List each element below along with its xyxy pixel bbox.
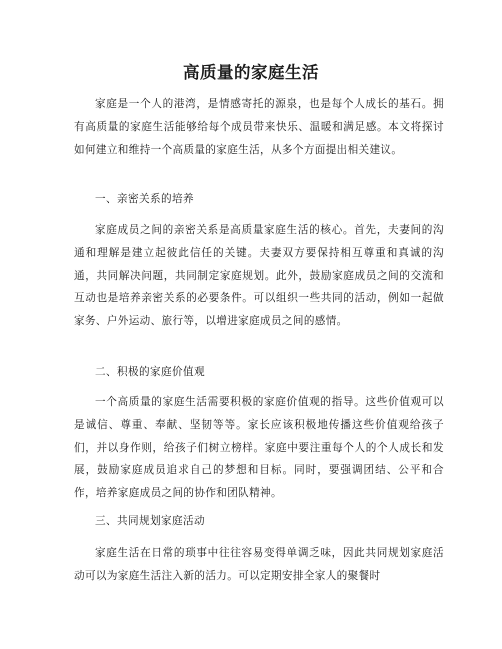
section-2-body-block [74,391,444,505]
section-heading-3: 三、共同规划家庭活动 [95,515,205,527]
section-3-body-block [74,542,444,588]
document-title: 高质量的家庭生活 [183,63,319,82]
intro-paragraph-block [74,93,444,161]
section-3-paragraph: 家庭生活在日常的琐事中往往容易变得单调乏味，因此共同规划家庭活动可以为家庭生活注入新的活力。可以定期安排全家人的聚餐时 [74,547,444,582]
section-heading-2: 二、积极的家庭价值观 [95,366,205,378]
intro-paragraph: 家庭是一个人的港湾，是情感寄托的源泉，也是每个人成长的基石。拥有高质量的家庭生活能够给每个成员带来快乐、温暖和满足感。本文将探讨如何建立和维持一个高质量的家庭生活，从多个方面提出相关建议。 [74,98,444,156]
section-2-paragraph: 一个高质量的家庭生活需要积极的家庭价值观的指导。这些价值观可以是诚信、尊重、奉献、坚韧等等。家长应该积极地传播这些价值观给孩子们，并以身作则，给孩子们树立榜样。家庭中要注重每个人的个人成长和发展，鼓励家庭成员追求自己的梦想和目标。同时，要强调团结、公平和合作，培养家庭成员之间的协作和团队精神。 [74,396,444,500]
section-1-body-block [74,219,444,333]
section-1-paragraph: 家庭成员之间的亲密关系是高质量家庭生活的核心。首先，夫妻间的沟通和理解是建立起彼此信任的关键。夫妻双方要保持相互尊重和真诚的沟通，共同解决问题，共同制定家庭规划。此外，鼓励家庭成员之间的交流和互动也是培养亲密关系的必要条件。可以组织一些共同的活动，例如一起做家务、户外运动、旅行等，以增进家庭成员之间的感情。 [74,224,444,328]
section-heading-1: 一、亲密关系的培养 [95,193,194,205]
